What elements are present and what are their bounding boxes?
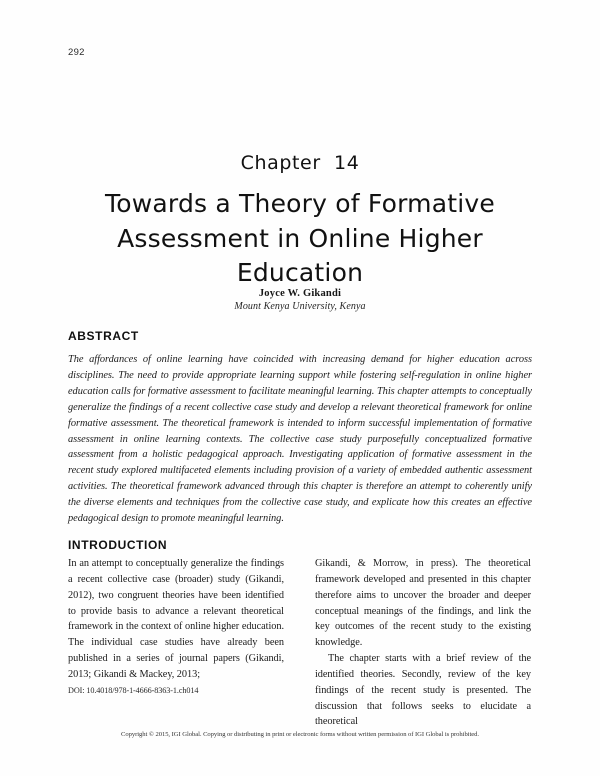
abstract-heading: ABSTRACT [68,329,139,343]
author-block [68,288,532,312]
page-title: Towards a Theory of Formative Assessment in Online Higher Education [105,189,495,287]
doi-line: DOI: 10.4018/978-1-4666-8363-1.ch014 [68,686,199,695]
abstract-body: The affordances of online learning have coincided with increasing demand for higher education across disciplines. The need to provide appropriate learning support while fostering self-regulation in online higher education calls for formative assessment to facilitate meaningful learning. This chapter attempts to conceptually generalize the findings of a recent collective case study and develop a relevant theoretical framework for online formative assessment. The theoretical framework is intended to inform successful implementation of formative assessment in online learning contexts. The collective case study purposefully conceptualized formative assessment from a holistic pedagogical approach. Investigating application of formative assessment in the recent study explored multifaceted elements including provision of a variety of embedded authentic assessment activities. The theoretical framework advanced through this chapter is therefore an attempt to coherently unify the diverse elements and techniques from the collective case study, and explicate how this creates an effective pedagogical design to promote meaningful learning. [68,354,532,525]
body-column-right [315,556,531,730]
paragraph: The chapter starts with a brief review of the identified theories. Secondly, review of the key findings of the recent study is presented. The discussion that follows seeks to elucidate a theoretical [315,653,531,728]
introduction-heading: INTRODUCTION [68,538,168,552]
author-affiliation: Mount Kenya University, Kenya [234,301,366,312]
chapter-title-block [68,152,532,291]
copyright-footer: Copyright © 2015, IGI Global. Copying or distributing in print or electronic forms without written permission of IGI Global is prohibited. [121,731,479,738]
author-name: Joyce W. Gikandi [258,288,342,299]
chapter-number-label: Chapter 14 [240,152,360,174]
page-number: 292 [68,47,85,58]
body-column-left [68,556,284,730]
body-columns [68,556,532,730]
paragraph: Gikandi, & Morrow, in press). The theoretical framework developed and presented in this chapter therefore aims to uncover the broader and deeper conceptual meanings of the findings, and link the key outcomes of the recent study to the existing knowledge. [315,558,531,649]
paragraph: In an attempt to conceptually generalize the findings a recent collective case (broader) study (Gikandi, 2012), two congruent theories have been identified to provide basis to advance a relevant theoretical framework in the context of online higher education. The individual case studies have already been published in a series of journal papers (Gikandi, 2013; Gikandi & Mackey, 2013; [68,558,284,680]
